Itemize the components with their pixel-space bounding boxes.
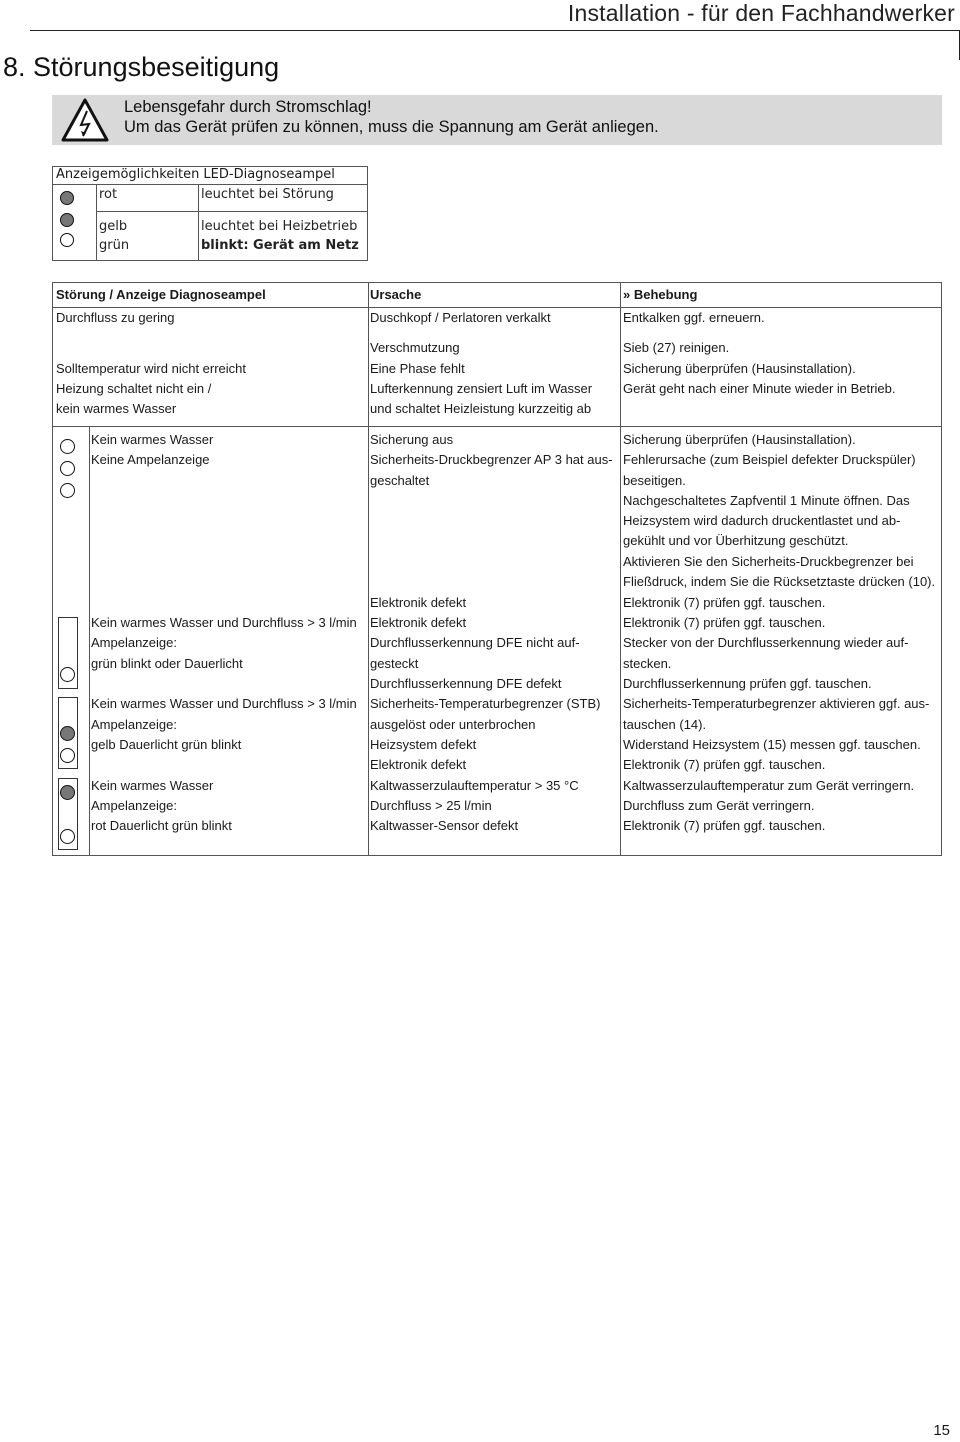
- g1-cause-1: Sicherung aus: [370, 432, 454, 447]
- running-header: Installation - für den Fachhandwerker: [567, 0, 955, 26]
- warning-text: [124, 97, 659, 137]
- g4-fault-line-3: rot Dauerlicht grün blinkt: [91, 818, 232, 833]
- g1-remedy-2-line-1: Fehlerursache (zum Beispiel defekter Druckspüler): [623, 452, 916, 467]
- g1-remedy-2-line-5: gekühlt und vor Überhitzung geschützt.: [623, 533, 849, 548]
- g1-fault-line-1: Kein warmes Wasser: [91, 432, 214, 447]
- r1-remedy: Entkalken ggf. erneuern.: [623, 310, 765, 325]
- g3-remedy-1-line-1: Sicherheits-Temperaturbegrenzer aktivieren ggf. aus-: [623, 696, 930, 711]
- led-red-on: [60, 785, 75, 800]
- g3-remedy-1-line-2: tauschen (14).: [623, 717, 707, 732]
- g3-cause-1-line-1: Sicherheits-Temperaturbegrenzer (STB): [370, 696, 601, 711]
- legend-divider: [198, 184, 199, 260]
- g1-fault-line-2: Keine Ampelanzeige: [91, 452, 210, 467]
- table-col-divider: [620, 283, 621, 855]
- g2-remedy-2-line-2: stecken.: [623, 656, 672, 671]
- g1-remedy-2-line-3: Nachgeschaltetes Zapfventil 1 Minute öffnen. Das: [623, 493, 910, 508]
- led-green-on: [60, 667, 75, 682]
- g1-remedy-2-line-7: Fließdruck, indem Sie die Rücksetztaste drücken (10).: [623, 574, 936, 589]
- g1-remedy-2-line-4: Heizsystem wird dadurch druckentlastet und ab-: [623, 513, 901, 528]
- g2-fault-line-3: grün blinkt oder Dauerlicht: [91, 656, 243, 671]
- table-section-rule: [53, 426, 941, 427]
- led-green-on: [60, 829, 75, 844]
- r1-fault: Durchfluss zu gering: [56, 310, 175, 325]
- r4-cause-line-2: und schaltet Heizleistung kurzzeitig ab: [370, 401, 592, 416]
- r3-fault: Solltemperatur wird nicht erreicht: [56, 361, 247, 376]
- led-yellow-off: [60, 461, 75, 476]
- legend-color-red: rot: [99, 187, 118, 202]
- g4-remedy-2: Durchfluss zum Gerät verringern.: [623, 798, 815, 813]
- legend-color-yellow: gelb: [99, 219, 128, 234]
- g3-remedy-3: Elektronik (7) prüfen ggf. tauschen.: [623, 757, 826, 772]
- g4-cause-1: Kaltwasserzulauftemperatur > 35 °C: [370, 778, 579, 793]
- g2-remedy-1: Elektronik (7) prüfen ggf. tauschen.: [623, 615, 826, 630]
- r4-remedy: Gerät geht nach einer Minute wieder in Betrieb.: [623, 381, 896, 396]
- g2-fault-line-1: Kein warmes Wasser und Durchfluss > 3 l/min: [91, 615, 357, 630]
- r4-cause-line-1: Lufterkennung zensiert Luft im Wasser: [370, 381, 593, 396]
- warning-line-2: Um das Gerät prüfen zu können, muss die Spannung am Gerät anliegen.: [124, 118, 659, 136]
- page-number: 15: [933, 1422, 950, 1439]
- led-legend: [52, 166, 368, 261]
- r4-fault-line-2: kein warmes Wasser: [56, 401, 177, 416]
- led-column-divider: [89, 426, 90, 855]
- g1-remedy-2-line-2: beseitigen.: [623, 473, 686, 488]
- g3-fault-line-2: Ampelanzeige:: [91, 717, 177, 732]
- r3-remedy: Sicherung überprüfen (Hausinstallation).: [623, 361, 856, 376]
- legend-meaning-red: leuchtet bei Störung: [201, 187, 334, 202]
- g2-remedy-3: Durchflusserkennung prüfen ggf. tauschen.: [623, 676, 872, 691]
- g1-cause-2-line-2: geschaltet: [370, 473, 430, 488]
- g3-fault-line-3: gelb Dauerlicht grün blinkt: [91, 737, 242, 752]
- table-col-divider: [368, 283, 369, 855]
- legend-meaning-green: blinkt: Gerät am Netz: [201, 238, 359, 253]
- g4-cause-3: Kaltwasser-Sensor defekt: [370, 818, 519, 833]
- header-fault: Störung / Anzeige Diagnoseampel: [56, 287, 266, 302]
- led-red-off: [60, 439, 75, 454]
- legend-divider: [96, 184, 97, 260]
- table-section-rule: [53, 426, 89, 427]
- r1-cause: Duschkopf / Perlatoren verkalkt: [370, 310, 551, 325]
- g3-fault-line-1: Kein warmes Wasser und Durchfluss > 3 l/min: [91, 696, 357, 711]
- legend-meaning-yellow: leuchtet bei Heizbetrieb: [201, 219, 358, 234]
- g1-cause-3: Elektronik defekt: [370, 595, 467, 610]
- legend-divider: [53, 184, 367, 185]
- g3-cause-3: Elektronik defekt: [370, 757, 467, 772]
- g1-remedy-3: Elektronik (7) prüfen ggf. tauschen.: [623, 595, 826, 610]
- g4-fault-line-2: Ampelanzeige:: [91, 798, 177, 813]
- g4-remedy-3: Elektronik (7) prüfen ggf. tauschen.: [623, 818, 826, 833]
- electric-hazard-icon: [60, 97, 110, 143]
- g2-cause-3: Durchflusserkennung DFE defekt: [370, 676, 562, 691]
- section-title: 8. Störungsbeseitigung: [3, 52, 280, 82]
- g2-remedy-2-line-1: Stecker von der Durchflusserkennung wieder auf-: [623, 635, 909, 650]
- g4-cause-2: Durchfluss > 25 l/min: [370, 798, 492, 813]
- led-yellow-on: [60, 726, 75, 741]
- g3-cause-2: Heizsystem defekt: [370, 737, 477, 752]
- header-remedy: » Behebung: [623, 287, 698, 302]
- r4-fault-line-1: Heizung schaltet nicht ein /: [56, 381, 212, 396]
- g2-cause-2-line-1: Durchflusserkennung DFE nicht auf-: [370, 635, 580, 650]
- g3-remedy-2: Widerstand Heizsystem (15) messen ggf. tauschen.: [623, 737, 921, 752]
- troubleshooting-table: [52, 282, 942, 856]
- led-red-indicator: [60, 191, 74, 205]
- header-rule: [30, 30, 960, 31]
- g2-cause-2-line-2: gesteckt: [370, 656, 419, 671]
- r2-cause: Verschmutzung: [370, 340, 460, 355]
- g1-cause-2-line-1: Sicherheits-Druckbegrenzer AP 3 hat aus-: [370, 452, 613, 467]
- legend-color-green: grün: [99, 238, 130, 253]
- g1-remedy-2-line-6: Aktivieren Sie den Sicherheits-Druckbegrenzer bei: [623, 554, 914, 569]
- r2-remedy: Sieb (27) reinigen.: [623, 340, 730, 355]
- led-yellow-indicator: [60, 213, 74, 227]
- led-green-on: [60, 748, 75, 763]
- g4-remedy-1: Kaltwasserzulauftemperatur zum Gerät verringern.: [623, 778, 915, 793]
- g2-cause-1: Elektronik defekt: [370, 615, 467, 630]
- legend-divider: [96, 211, 367, 212]
- r3-cause: Eine Phase fehlt: [370, 361, 465, 376]
- g3-cause-1-line-2: ausgelöst oder unterbrochen: [370, 717, 536, 732]
- header-cause: Ursache: [370, 287, 422, 302]
- g2-fault-line-2: Ampelanzeige:: [91, 635, 177, 650]
- warning-line-1: Lebensgefahr durch Stromschlag!: [124, 98, 372, 116]
- g4-fault-line-1: Kein warmes Wasser: [91, 778, 214, 793]
- g1-remedy-1: Sicherung überprüfen (Hausinstallation).: [623, 432, 856, 447]
- led-green-indicator: [60, 233, 74, 247]
- led-legend-title: Anzeigemöglichkeiten LED-Diagnoseampel: [56, 167, 335, 182]
- led-green-off: [60, 483, 75, 498]
